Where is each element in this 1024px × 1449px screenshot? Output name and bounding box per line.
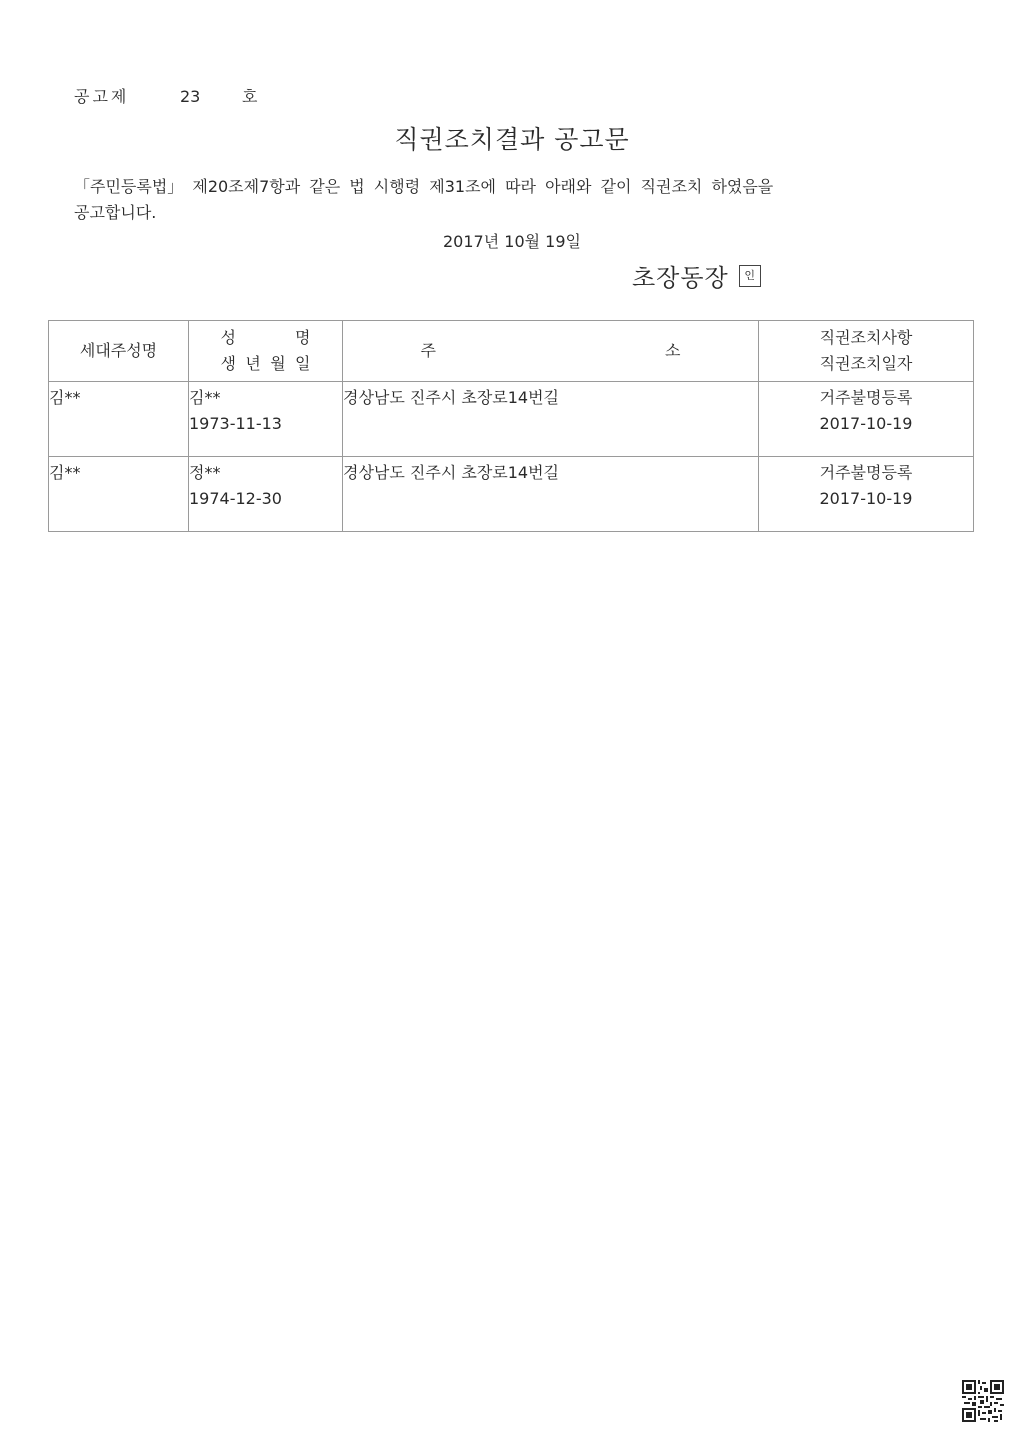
header-action (759, 321, 974, 382)
notice-date: 2017년 10월 19일 (443, 232, 581, 251)
cell-name: 김** (189, 388, 221, 407)
cell-action-date: 2017-10-19 (819, 489, 913, 508)
header-name: 성 명 (220, 328, 311, 347)
cell-action-type: 거주불명등록 (819, 463, 913, 482)
issuer (632, 258, 761, 293)
qr-code-icon (962, 1380, 1004, 1422)
notice-body (74, 174, 894, 226)
cell-name-birthdate (189, 457, 343, 532)
header-birthdate: 생 년 월 일 (220, 354, 311, 373)
cell-household-head: 김** (49, 382, 189, 457)
cell-birthdate: 1973-11-13 (189, 414, 282, 433)
notice-body-line-2: 공고합니다. (74, 203, 157, 222)
cell-household-head: 김** (49, 457, 189, 532)
cell-address: 경상남도 진주시 초장로14번길 (343, 457, 759, 532)
cell-name-birthdate (189, 382, 343, 457)
notice-number (74, 84, 257, 107)
cell-action-date: 2017-10-19 (819, 414, 913, 433)
cell-birthdate: 1974-12-30 (189, 489, 282, 508)
records-table (48, 320, 974, 532)
table-header-row (49, 321, 974, 382)
notice-number-prefix: 공고제 (74, 87, 130, 106)
cell-action (759, 382, 974, 457)
header-action-type: 직권조치사항 (819, 328, 913, 347)
notice-body-line-1: 「주민등록법」 제20조제7항과 같은 법 시행령 제31조에 따라 아래와 같이 직권조치 하였음을 (74, 177, 774, 196)
cell-action (759, 457, 974, 532)
table-row (49, 382, 974, 457)
issuer-name: 초장동장 (632, 264, 729, 292)
table-row (49, 457, 974, 532)
cell-action-type: 거주불명등록 (819, 388, 913, 407)
document-title: 직권조치결과 공고문 (394, 125, 630, 154)
header-household-head: 세대주성명 (49, 321, 189, 382)
notice-number-suffix: 호 (242, 87, 258, 106)
header-action-date: 직권조치일자 (819, 354, 913, 373)
cell-address: 경상남도 진주시 초장로14번길 (343, 382, 759, 457)
seal-stamp: 인 (739, 265, 761, 287)
header-address: 주 소 (343, 321, 759, 382)
header-name-birthdate (189, 321, 343, 382)
cell-name: 정** (189, 463, 221, 482)
notice-number-value: 23 (180, 87, 201, 106)
